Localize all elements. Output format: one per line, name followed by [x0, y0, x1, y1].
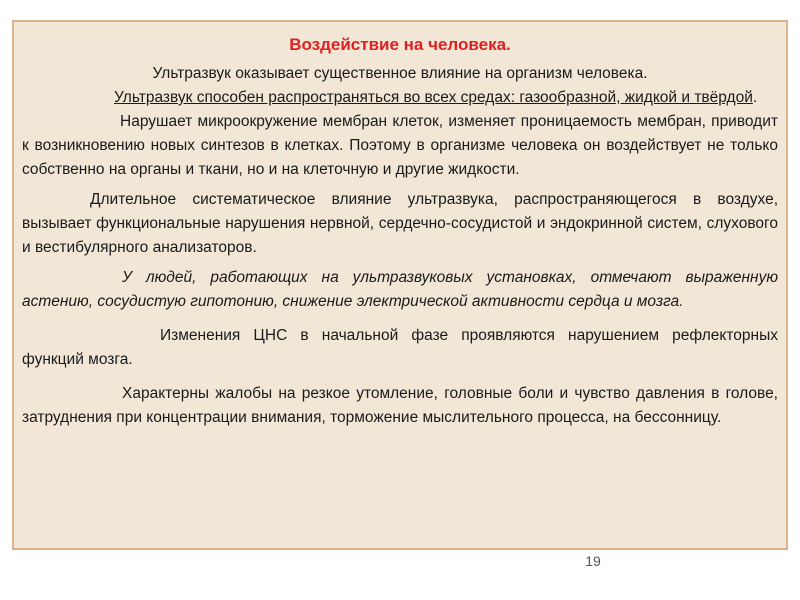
paragraph-workers: У людей, работающих на ультразвуковых установках, отмечают выраженную астению, сосудистую гипотонию, снижение электрической активности сердца и мозга.: [22, 269, 778, 310]
paragraph-cns: Изменения ЦНС в начальной фазе проявляются нарушением рефлекторных функций мозга.: [22, 327, 778, 368]
paragraph-propagation-period: .: [752, 89, 758, 106]
paragraph-complaints: Характерны жалобы на резкое утомление, головные боли и чувство давления в голове, затруднения при концентрации внимания, торможение мыслительного процесса, на бессонницу.: [22, 385, 778, 426]
slide-title: Воздействие на человека.: [289, 35, 511, 54]
paragraph-membranes: Нарушает микроокружение мембран клеток, изменяет проницаемость мембран, приводит к возникновению новых синтезов в клетках. Поэтому в организме человека он воздействует не только собственно на органы и ткани, но и на клеточную и другие жидкости.: [22, 113, 778, 178]
paragraph-intro-text: Ультразвук оказывает существенное влияние на организм человека.: [152, 65, 648, 82]
paragraph-intro: [22, 62, 778, 86]
paragraph-propagation: [22, 86, 778, 110]
paragraph-long-term: Длительное систематическое влияние ультразвука, распространяющегося в воздухе, вызывает функциональные нарушения нервной, сердечно-сосудистой и эндокринной систем, слухового и вестибулярного анализаторов.: [22, 191, 778, 256]
paragraph-propagation-text: Ультразвук способен распространяться во всех средах: газообразной, жидкой и твёрдой: [114, 89, 753, 106]
page-number: 19: [585, 553, 601, 569]
content-box: [12, 20, 788, 550]
